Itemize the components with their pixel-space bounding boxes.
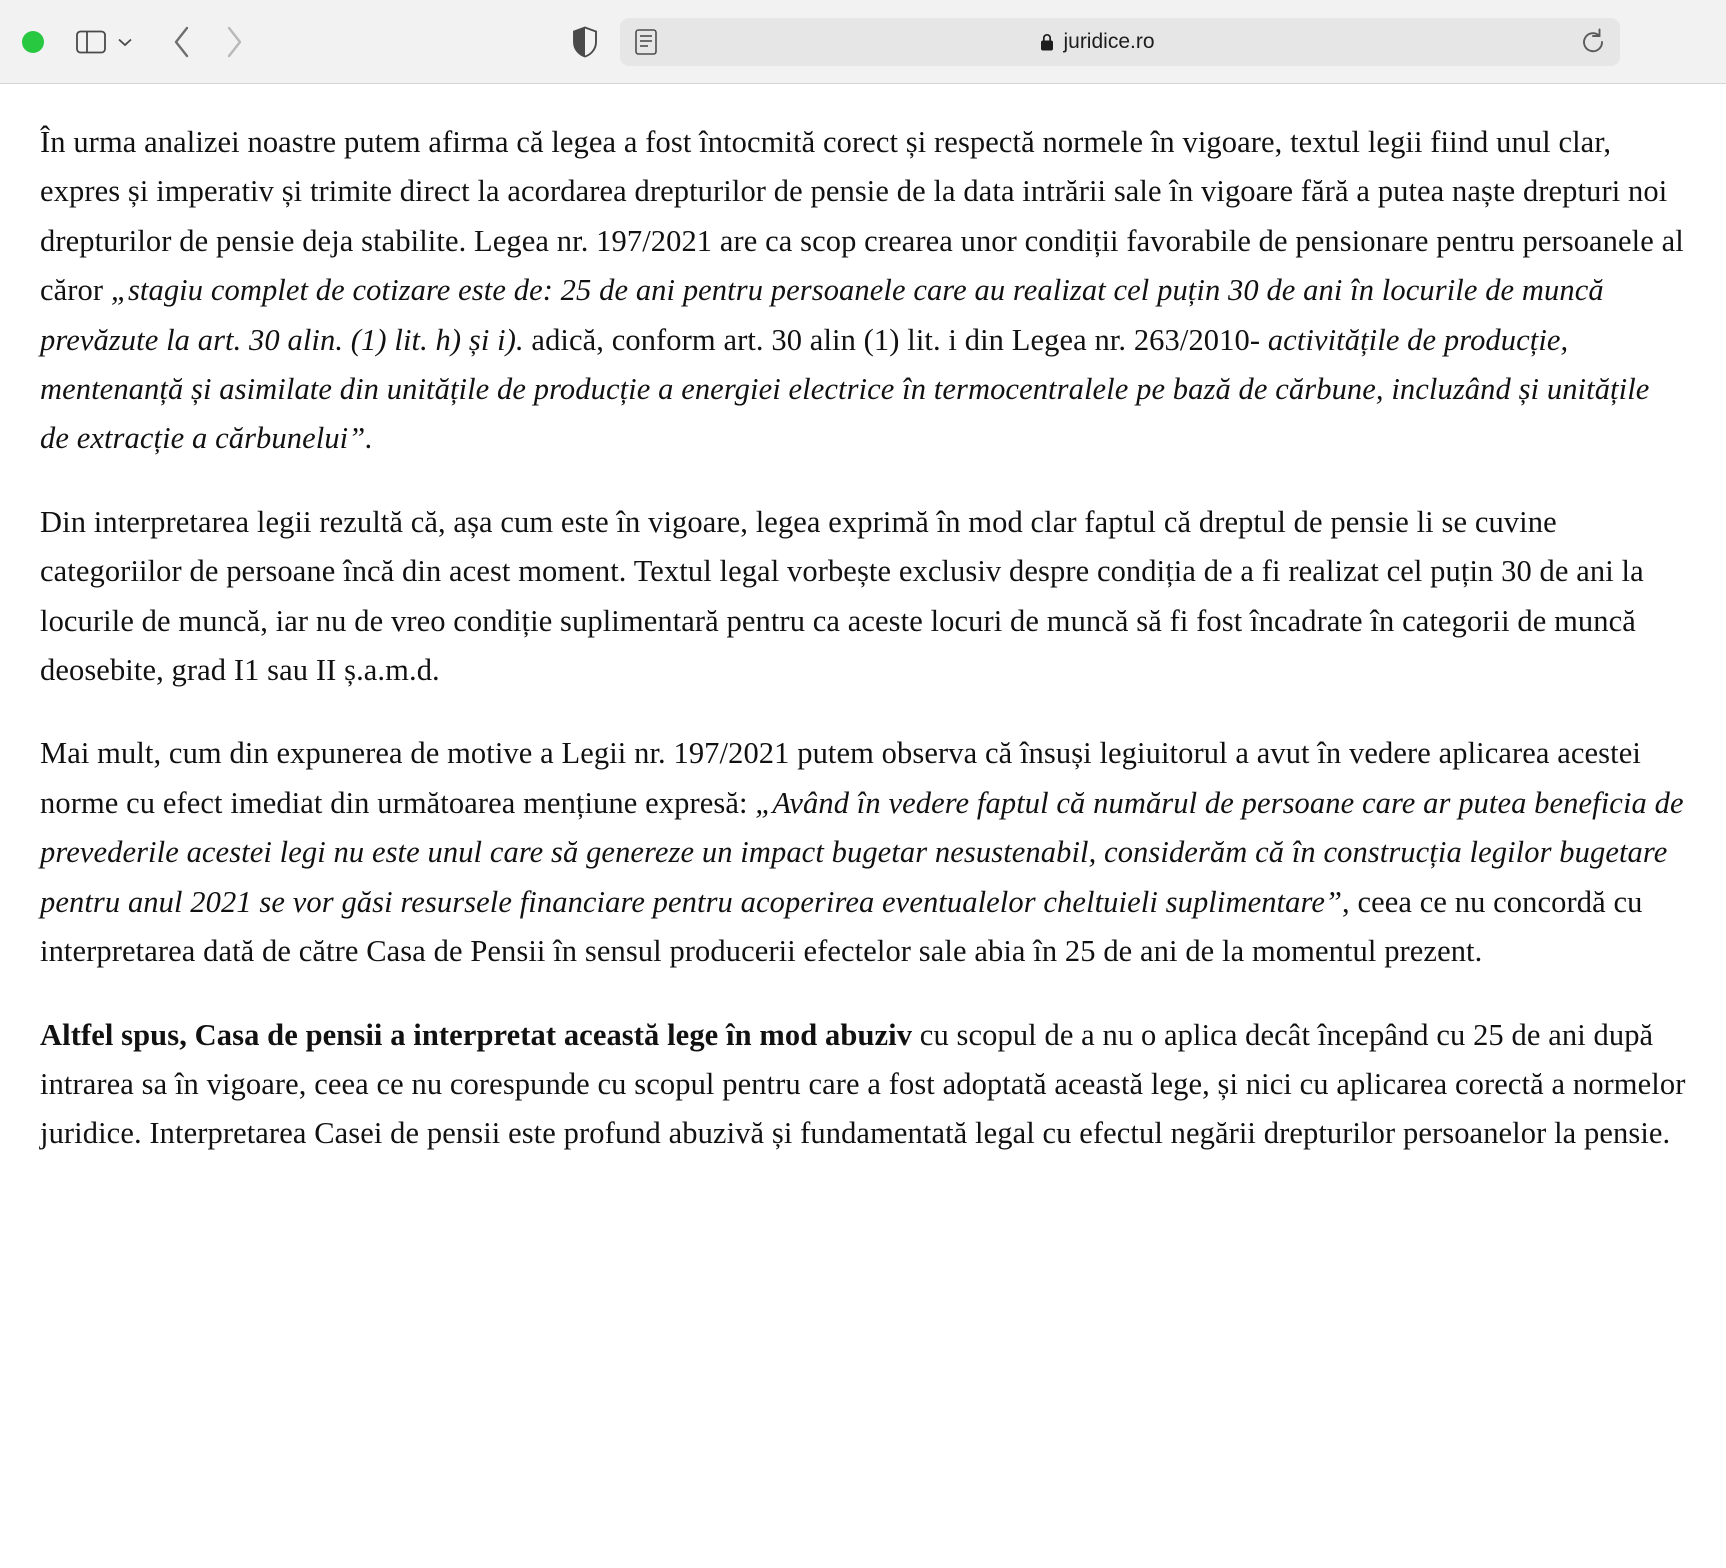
url-text: juridice.ro bbox=[1063, 29, 1155, 53]
paragraph-1 bbox=[40, 118, 1686, 464]
paragraph-3 bbox=[40, 729, 1686, 976]
back-button[interactable] bbox=[156, 20, 208, 64]
quoted-text: „Având în vedere faptul că numărul de persoane care ar putea beneficia de prevederile acestei legi nu este unul care să genereze un impact bugetar nesustenabil, considerăm că în construcția legilor bugetare pentru anul 2021 se vor găsi resursele financiare pentru acoperirea eventualelor cheltuieli suplimentare” bbox=[40, 785, 1684, 919]
lock-icon bbox=[1039, 32, 1055, 52]
url-text-wrapper[interactable] bbox=[628, 30, 1566, 54]
highlighted-bold-text: Altfel spus, Casa de pensii a interpretat această lege în mod abuziv bbox=[40, 1017, 913, 1052]
quoted-text: activitățile de producție, mentenanță și asimilate din unitățile de producție a energiei electrice în termocentralele pe bază de cărbune, incluzând și unitățile de extracție a cărbunelui”. bbox=[40, 322, 1650, 456]
privacy-shield-icon[interactable] bbox=[560, 22, 610, 62]
window-zoom-button[interactable] bbox=[22, 31, 44, 53]
paragraph-2 bbox=[40, 498, 1686, 696]
window-controls bbox=[22, 31, 44, 53]
reload-button[interactable] bbox=[1566, 28, 1620, 56]
highlighted-text: Textul legal vorbește exclusiv bbox=[633, 554, 1002, 589]
quoted-text: „stagiu complet de cotizare este de: 25 de ani pentru persoanele care au realizat cel puțin 30 de ani în locurile de muncă prevăzute la art. 30 alin. (1) lit. h) și i). bbox=[40, 273, 1604, 357]
plain-text: despre condiția de a fi realizat cel puțin 30 de ani la locurile de muncă, bbox=[40, 554, 1644, 638]
browser-toolbar bbox=[0, 0, 1726, 84]
highlighted-text: iar nu de vreo condiție suplimentară pentru ca aceste locuri de muncă să fi fost încadrate în categorii de muncă deosebite, grad I1 sau II ș.a.m.d. bbox=[40, 603, 1636, 688]
tab-overview-chevron-down-icon[interactable] bbox=[112, 25, 138, 59]
address-bar[interactable] bbox=[620, 18, 1620, 66]
plain-text: Din interpretarea legii rezultă că, așa cum este în vigoare, legea exprimă în mod clar faptul că dreptul de pensie li se cuvine categoriilor de persoane încă din acest moment. bbox=[40, 504, 1557, 589]
plain-text: adică, conform art. 30 alin (1) lit. i din Legea nr. 263/2010- bbox=[523, 322, 1268, 357]
sidebar-toggle-icon[interactable] bbox=[70, 25, 112, 59]
highlighted-text: În urma analizei noastre putem afirma că legea a fost întocmită corect și respectă normele în vigoare, textul legii fiind unul clar, expres și imperativ și trimite direct la acordarea drepturilor de pensie de la bbox=[40, 125, 1612, 209]
highlighted-text: Mai mult, cum din expunerea de motive a Legii nr. 197/2021 putem observa că însuși legiuitorul a avut în vedere aplicarea acestei norme cu efect imediat din următoarea mențiune expresă: bbox=[40, 736, 1641, 820]
highlighted-text: cu scopul de a nu o aplica decât începând cu 25 de ani după intrarea sa în vigoare, ceea ce nu corespunde cu scopul pentru care a fost adoptată această lege, și nici cu aplicarea corectă a normelor juridice. Interpretarea Casei de pensii este profund abuzivă și fundamentată legal cu efectul negării drepturilor persoanelor la pensie. bbox=[40, 1017, 1686, 1151]
forward-button[interactable] bbox=[208, 20, 260, 64]
plain-text: data intrării sale în vigoare fără a putea naște drepturi noi drepturilor de pensie deja stabilite. Legea nr. 197/2021 are ca scop crearea unor condiții favorabile de pensionare pentru persoanele al căror bbox=[40, 174, 1684, 308]
article-body bbox=[0, 84, 1726, 1159]
paragraph-4 bbox=[40, 1011, 1686, 1159]
plain-text: , ceea ce nu concordă cu interpretarea dată de către Casa de Pensii în sensul producerii efectelor sale abia în 25 de ani de la momentul prezent. bbox=[40, 884, 1643, 969]
